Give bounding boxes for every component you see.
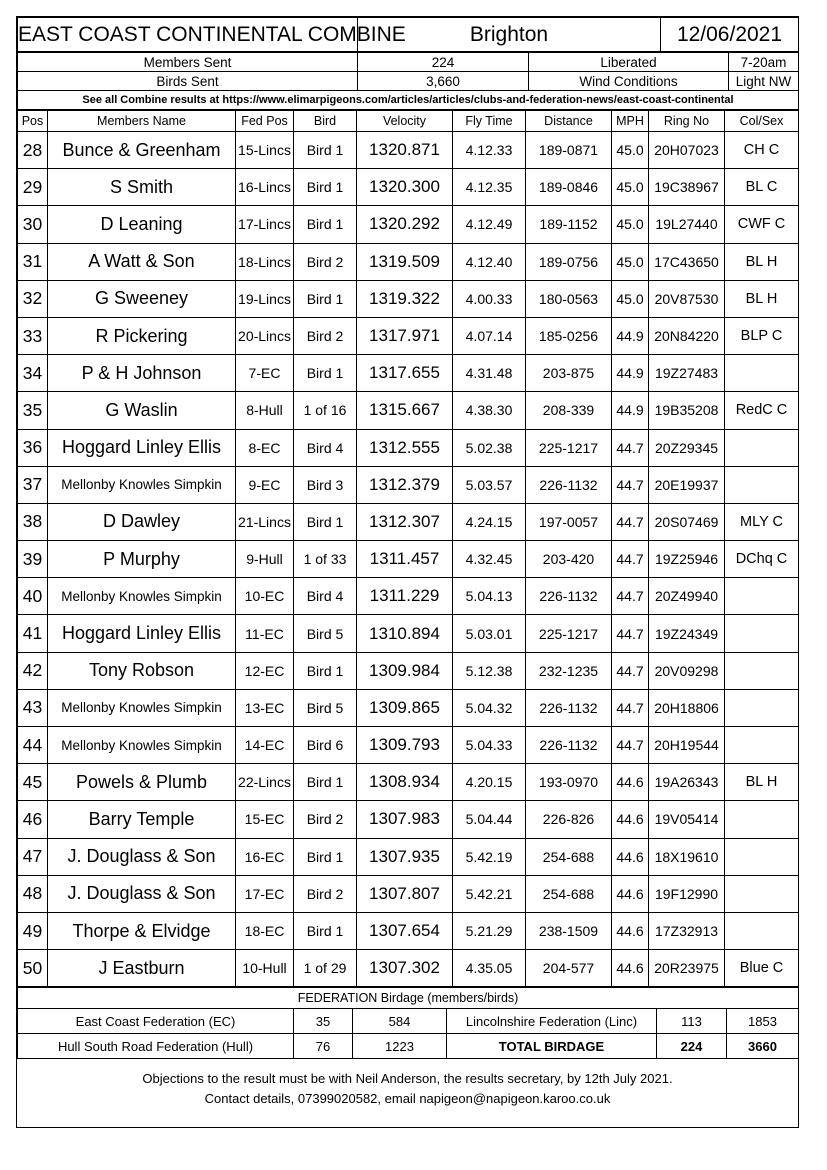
mph-cell: 44.7: [612, 429, 649, 466]
table-row: [18, 280, 799, 317]
colsex-cell: MLY C: [725, 503, 799, 540]
velocity-cell: 1319.509: [357, 243, 453, 280]
objections-notice: [17, 1059, 798, 1109]
col-pos-header: Pos: [18, 111, 48, 132]
colsex-cell: CWF C: [725, 206, 799, 243]
mph-cell: 44.7: [612, 503, 649, 540]
birds-sent-value: 3,660: [358, 72, 529, 91]
race-date: 12/06/2021: [661, 18, 799, 52]
birds-sent-label: Birds Sent: [18, 72, 358, 91]
pos-cell: 40: [18, 578, 48, 615]
colsex-cell: BLP C: [725, 317, 799, 354]
pos-cell: 29: [18, 169, 48, 206]
ring-no-cell: 19Z24349: [649, 615, 725, 652]
fly-time-cell: 5.04.13: [453, 578, 526, 615]
member-name-cell: Thorpe & Elvidge: [48, 912, 236, 949]
colsex-cell: [725, 652, 799, 689]
pos-cell: 38: [18, 503, 48, 540]
table-row: [18, 727, 799, 764]
table-row: [18, 355, 799, 392]
mph-cell: 44.6: [612, 838, 649, 875]
results-table: [17, 110, 799, 987]
col-members-name-header: Members Name: [48, 111, 236, 132]
mph-cell: 44.9: [612, 392, 649, 429]
member-name-cell: G Waslin: [48, 392, 236, 429]
velocity-cell: 1307.302: [357, 950, 453, 987]
table-row: [18, 466, 799, 503]
lincs-label: Lincolnshire Federation (Linc): [447, 1009, 657, 1034]
fly-time-cell: 4.12.33: [453, 132, 526, 169]
member-name-cell: Hoggard Linley Ellis: [48, 429, 236, 466]
distance-cell: 226-1132: [526, 578, 612, 615]
mph-cell: 44.6: [612, 950, 649, 987]
pos-cell: 49: [18, 912, 48, 949]
distance-cell: 189-0846: [526, 169, 612, 206]
ring-no-cell: 19V05414: [649, 801, 725, 838]
member-name-cell: Powels & Plumb: [48, 764, 236, 801]
velocity-cell: 1309.865: [357, 689, 453, 726]
member-name-cell: D Leaning: [48, 206, 236, 243]
velocity-cell: 1309.793: [357, 727, 453, 764]
table-row: [18, 652, 799, 689]
pos-cell: 46: [18, 801, 48, 838]
table-row: [18, 689, 799, 726]
race-point: Brighton: [358, 18, 661, 52]
distance-cell: 189-0756: [526, 243, 612, 280]
table-row: [18, 132, 799, 169]
bird-cell: Bird 1: [294, 280, 357, 317]
bird-cell: 1 of 29: [294, 950, 357, 987]
velocity-cell: 1320.300: [357, 169, 453, 206]
fed-pos-cell: 14-EC: [236, 727, 294, 764]
pos-cell: 36: [18, 429, 48, 466]
members-sent-label: Members Sent: [18, 53, 358, 72]
velocity-cell: 1309.984: [357, 652, 453, 689]
fed-pos-cell: 21-Lincs: [236, 503, 294, 540]
velocity-cell: 1312.307: [357, 503, 453, 540]
ec-birds: 584: [353, 1009, 447, 1034]
velocity-cell: 1312.379: [357, 466, 453, 503]
table-row: [18, 206, 799, 243]
bird-cell: Bird 1: [294, 912, 357, 949]
member-name-cell: Mellonby Knowles Simpkin: [48, 689, 236, 726]
col-colsex-header: Col/Sex: [725, 111, 799, 132]
ring-no-cell: 20E19937: [649, 466, 725, 503]
ring-no-cell: 20H19544: [649, 727, 725, 764]
mph-cell: 44.6: [612, 875, 649, 912]
table-row: [18, 615, 799, 652]
distance-cell: 203-420: [526, 541, 612, 578]
pos-cell: 37: [18, 466, 48, 503]
total-birds: 3660: [727, 1034, 799, 1059]
bird-cell: Bird 1: [294, 206, 357, 243]
member-name-cell: Barry Temple: [48, 801, 236, 838]
velocity-cell: 1320.871: [357, 132, 453, 169]
mph-cell: 44.6: [612, 912, 649, 949]
ring-no-cell: 19F12990: [649, 875, 725, 912]
bird-cell: Bird 4: [294, 578, 357, 615]
fly-time-cell: 5.12.38: [453, 652, 526, 689]
velocity-cell: 1311.457: [357, 541, 453, 578]
header-table: [17, 17, 799, 52]
pos-cell: 42: [18, 652, 48, 689]
distance-cell: 193-0970: [526, 764, 612, 801]
fly-time-cell: 4.38.30: [453, 392, 526, 429]
ring-no-cell: 20V87530: [649, 280, 725, 317]
bird-cell: Bird 1: [294, 355, 357, 392]
mph-cell: 45.0: [612, 280, 649, 317]
pos-cell: 33: [18, 317, 48, 354]
objections-line: Objections to the result must be with Neil Anderson, the results secretary, by 12th July 2021.: [142, 1071, 673, 1087]
ring-no-cell: 19A26343: [649, 764, 725, 801]
colsex-cell: [725, 727, 799, 764]
member-name-cell: P Murphy: [48, 541, 236, 578]
mph-cell: 44.6: [612, 801, 649, 838]
distance-cell: 180-0563: [526, 280, 612, 317]
velocity-cell: 1312.555: [357, 429, 453, 466]
hull-members: 76: [294, 1034, 353, 1059]
pos-cell: 45: [18, 764, 48, 801]
velocity-cell: 1317.655: [357, 355, 453, 392]
pos-cell: 31: [18, 243, 48, 280]
column-header-row: [18, 111, 799, 132]
fed-pos-cell: 20-Lincs: [236, 317, 294, 354]
table-row: [18, 578, 799, 615]
colsex-cell: BL H: [725, 764, 799, 801]
bird-cell: Bird 5: [294, 689, 357, 726]
table-row: [18, 317, 799, 354]
federation-title: FEDERATION Birdage (members/birds): [18, 988, 799, 1009]
velocity-cell: 1308.934: [357, 764, 453, 801]
bird-cell: Bird 2: [294, 243, 357, 280]
velocity-cell: 1315.667: [357, 392, 453, 429]
bird-cell: Bird 2: [294, 317, 357, 354]
member-name-cell: J. Douglass & Son: [48, 838, 236, 875]
member-name-cell: J Eastburn: [48, 950, 236, 987]
fly-time-cell: 5.03.01: [453, 615, 526, 652]
col-distance-header: Distance: [526, 111, 612, 132]
distance-cell: 204-577: [526, 950, 612, 987]
fly-time-cell: 4.31.48: [453, 355, 526, 392]
fly-time-cell: 5.21.29: [453, 912, 526, 949]
total-label: TOTAL BIRDAGE: [447, 1034, 657, 1059]
colsex-cell: [725, 355, 799, 392]
colsex-cell: [725, 801, 799, 838]
fly-time-cell: 5.02.38: [453, 429, 526, 466]
meta-table: [17, 52, 799, 110]
mph-cell: 45.0: [612, 169, 649, 206]
table-row: [18, 801, 799, 838]
pos-cell: 41: [18, 615, 48, 652]
ring-no-cell: 20V09298: [649, 652, 725, 689]
member-name-cell: G Sweeney: [48, 280, 236, 317]
fed-pos-cell: 9-EC: [236, 466, 294, 503]
pos-cell: 32: [18, 280, 48, 317]
fed-pos-cell: 13-EC: [236, 689, 294, 726]
table-row: [18, 243, 799, 280]
member-name-cell: Hoggard Linley Ellis: [48, 615, 236, 652]
ring-no-cell: 19L27440: [649, 206, 725, 243]
fed-pos-cell: 18-EC: [236, 912, 294, 949]
mph-cell: 45.0: [612, 206, 649, 243]
colsex-cell: BL H: [725, 243, 799, 280]
colsex-cell: BL H: [725, 280, 799, 317]
distance-cell: 226-826: [526, 801, 612, 838]
fed-pos-cell: 11-EC: [236, 615, 294, 652]
fly-time-cell: 4.35.05: [453, 950, 526, 987]
distance-cell: 254-688: [526, 875, 612, 912]
distance-cell: 225-1217: [526, 429, 612, 466]
ring-no-cell: 19B35208: [649, 392, 725, 429]
mph-cell: 44.9: [612, 317, 649, 354]
fed-pos-cell: 7-EC: [236, 355, 294, 392]
colsex-cell: [725, 912, 799, 949]
table-row: [18, 429, 799, 466]
contact-line: Contact details, 07399020582, email napigeon@napigeon.karoo.co.uk: [204, 1091, 611, 1107]
mph-cell: 44.6: [612, 764, 649, 801]
col-fed-pos-header: Fed Pos: [236, 111, 294, 132]
fly-time-cell: 5.04.33: [453, 727, 526, 764]
pos-cell: 34: [18, 355, 48, 392]
bird-cell: Bird 3: [294, 466, 357, 503]
hull-birds: 1223: [353, 1034, 447, 1059]
member-name-cell: R Pickering: [48, 317, 236, 354]
members-sent-value: 224: [358, 53, 529, 72]
colsex-cell: DChq C: [725, 541, 799, 578]
fed-pos-cell: 17-EC: [236, 875, 294, 912]
ring-no-cell: 20R23975: [649, 950, 725, 987]
fly-time-cell: 4.20.15: [453, 764, 526, 801]
pos-cell: 35: [18, 392, 48, 429]
fed-pos-cell: 9-Hull: [236, 541, 294, 578]
member-name-cell: S Smith: [48, 169, 236, 206]
fed-pos-cell: 19-Lincs: [236, 280, 294, 317]
fly-time-cell: 4.12.35: [453, 169, 526, 206]
ring-no-cell: 20S07469: [649, 503, 725, 540]
table-row: [18, 392, 799, 429]
bird-cell: Bird 1: [294, 132, 357, 169]
mph-cell: 44.7: [612, 578, 649, 615]
hull-label: Hull South Road Federation (Hull): [18, 1034, 294, 1059]
ec-label: East Coast Federation (EC): [18, 1009, 294, 1034]
fly-time-cell: 5.04.32: [453, 689, 526, 726]
colsex-cell: [725, 466, 799, 503]
velocity-cell: 1319.322: [357, 280, 453, 317]
ring-no-cell: 20Z29345: [649, 429, 725, 466]
lincs-birds: 1853: [727, 1009, 799, 1034]
colsex-cell: RedC C: [725, 392, 799, 429]
table-row: [18, 838, 799, 875]
bird-cell: Bird 1: [294, 652, 357, 689]
fly-time-cell: 4.24.15: [453, 503, 526, 540]
table-row: [18, 912, 799, 949]
pos-cell: 44: [18, 727, 48, 764]
combine-name: EAST COAST CONTINENTAL COMBINE: [18, 18, 358, 52]
mph-cell: 44.7: [612, 652, 649, 689]
table-row: [18, 875, 799, 912]
velocity-cell: 1317.971: [357, 317, 453, 354]
fed-pos-cell: 16-EC: [236, 838, 294, 875]
distance-cell: 225-1217: [526, 615, 612, 652]
table-row: [18, 169, 799, 206]
fed-pos-cell: 12-EC: [236, 652, 294, 689]
bird-cell: 1 of 33: [294, 541, 357, 578]
ring-no-cell: 17Z32913: [649, 912, 725, 949]
velocity-cell: 1311.229: [357, 578, 453, 615]
wind-value: Light NW: [729, 72, 799, 91]
fed-pos-cell: 18-Lincs: [236, 243, 294, 280]
colsex-cell: [725, 875, 799, 912]
colsex-cell: [725, 689, 799, 726]
velocity-cell: 1307.654: [357, 912, 453, 949]
table-row: [18, 764, 799, 801]
mph-cell: 44.7: [612, 689, 649, 726]
colsex-cell: [725, 429, 799, 466]
col-mph-header: MPH: [612, 111, 649, 132]
table-row: [18, 503, 799, 540]
ring-no-cell: 20H18806: [649, 689, 725, 726]
bird-cell: Bird 4: [294, 429, 357, 466]
liberated-value: 7-20am: [729, 53, 799, 72]
table-row: [18, 950, 799, 987]
distance-cell: 254-688: [526, 838, 612, 875]
ec-members: 35: [294, 1009, 353, 1034]
distance-cell: 189-0871: [526, 132, 612, 169]
colsex-cell: [725, 578, 799, 615]
ring-no-cell: 19C38967: [649, 169, 725, 206]
bird-cell: Bird 1: [294, 764, 357, 801]
fed-pos-cell: 8-EC: [236, 429, 294, 466]
colsex-cell: CH C: [725, 132, 799, 169]
fly-time-cell: 4.00.33: [453, 280, 526, 317]
distance-cell: 197-0057: [526, 503, 612, 540]
velocity-cell: 1307.983: [357, 801, 453, 838]
distance-cell: 238-1509: [526, 912, 612, 949]
distance-cell: 203-875: [526, 355, 612, 392]
fed-pos-cell: 10-Hull: [236, 950, 294, 987]
fly-time-cell: 5.04.44: [453, 801, 526, 838]
results-sheet: [16, 16, 799, 1128]
distance-cell: 185-0256: [526, 317, 612, 354]
fed-pos-cell: 22-Lincs: [236, 764, 294, 801]
mph-cell: 44.9: [612, 355, 649, 392]
fed-pos-cell: 8-Hull: [236, 392, 294, 429]
distance-cell: 226-1132: [526, 689, 612, 726]
colsex-cell: BL C: [725, 169, 799, 206]
member-name-cell: Tony Robson: [48, 652, 236, 689]
ring-no-cell: 20N84220: [649, 317, 725, 354]
pos-cell: 48: [18, 875, 48, 912]
fed-pos-cell: 10-EC: [236, 578, 294, 615]
pos-cell: 39: [18, 541, 48, 578]
velocity-cell: 1307.935: [357, 838, 453, 875]
fed-pos-cell: 16-Lincs: [236, 169, 294, 206]
member-name-cell: Bunce & Greenham: [48, 132, 236, 169]
ring-no-cell: 17C43650: [649, 243, 725, 280]
distance-cell: 226-1132: [526, 466, 612, 503]
distance-cell: 189-1152: [526, 206, 612, 243]
member-name-cell: P & H Johnson: [48, 355, 236, 392]
fed-pos-cell: 17-Lincs: [236, 206, 294, 243]
velocity-cell: 1320.292: [357, 206, 453, 243]
federation-table: [17, 987, 799, 1059]
liberated-label: Liberated: [529, 53, 729, 72]
pos-cell: 50: [18, 950, 48, 987]
fly-time-cell: 5.03.57: [453, 466, 526, 503]
velocity-cell: 1310.894: [357, 615, 453, 652]
member-name-cell: Mellonby Knowles Simpkin: [48, 466, 236, 503]
fly-time-cell: 4.12.40: [453, 243, 526, 280]
bird-cell: Bird 1: [294, 169, 357, 206]
pos-cell: 28: [18, 132, 48, 169]
col-fly-time-header: Fly Time: [453, 111, 526, 132]
ring-no-cell: 18X19610: [649, 838, 725, 875]
fly-time-cell: 5.42.21: [453, 875, 526, 912]
mph-cell: 44.7: [612, 727, 649, 764]
distance-cell: 232-1235: [526, 652, 612, 689]
fed-pos-cell: 15-EC: [236, 801, 294, 838]
bird-cell: Bird 6: [294, 727, 357, 764]
member-name-cell: A Watt & Son: [48, 243, 236, 280]
distance-cell: 208-339: [526, 392, 612, 429]
col-bird-header: Bird: [294, 111, 357, 132]
pos-cell: 30: [18, 206, 48, 243]
lincs-members: 113: [657, 1009, 727, 1034]
bird-cell: Bird 2: [294, 875, 357, 912]
fly-time-cell: 5.42.19: [453, 838, 526, 875]
col-ring-no-header: Ring No: [649, 111, 725, 132]
velocity-cell: 1307.807: [357, 875, 453, 912]
fly-time-cell: 4.07.14: [453, 317, 526, 354]
member-name-cell: D Dawley: [48, 503, 236, 540]
results-link[interactable]: See all Combine results at https://www.elimarpigeons.com/articles/articles/clubs-and-federation-news/east-coast-continental: [18, 91, 799, 110]
bird-cell: Bird 1: [294, 503, 357, 540]
fly-time-cell: 4.12.49: [453, 206, 526, 243]
colsex-cell: Blue C: [725, 950, 799, 987]
pos-cell: 47: [18, 838, 48, 875]
fly-time-cell: 4.32.45: [453, 541, 526, 578]
wind-label: Wind Conditions: [529, 72, 729, 91]
distance-cell: 226-1132: [526, 727, 612, 764]
mph-cell: 44.7: [612, 615, 649, 652]
ring-no-cell: 19Z25946: [649, 541, 725, 578]
colsex-cell: [725, 838, 799, 875]
mph-cell: 44.7: [612, 541, 649, 578]
col-velocity-header: Velocity: [357, 111, 453, 132]
bird-cell: 1 of 16: [294, 392, 357, 429]
mph-cell: 45.0: [612, 243, 649, 280]
ring-no-cell: 19Z27483: [649, 355, 725, 392]
bird-cell: Bird 1: [294, 838, 357, 875]
bird-cell: Bird 5: [294, 615, 357, 652]
member-name-cell: Mellonby Knowles Simpkin: [48, 727, 236, 764]
bird-cell: Bird 2: [294, 801, 357, 838]
member-name-cell: Mellonby Knowles Simpkin: [48, 578, 236, 615]
pos-cell: 43: [18, 689, 48, 726]
ring-no-cell: 20Z49940: [649, 578, 725, 615]
fed-pos-cell: 15-Lincs: [236, 132, 294, 169]
member-name-cell: J. Douglass & Son: [48, 875, 236, 912]
mph-cell: 45.0: [612, 132, 649, 169]
total-members: 224: [657, 1034, 727, 1059]
table-row: [18, 541, 799, 578]
colsex-cell: [725, 615, 799, 652]
mph-cell: 44.7: [612, 466, 649, 503]
ring-no-cell: 20H07023: [649, 132, 725, 169]
